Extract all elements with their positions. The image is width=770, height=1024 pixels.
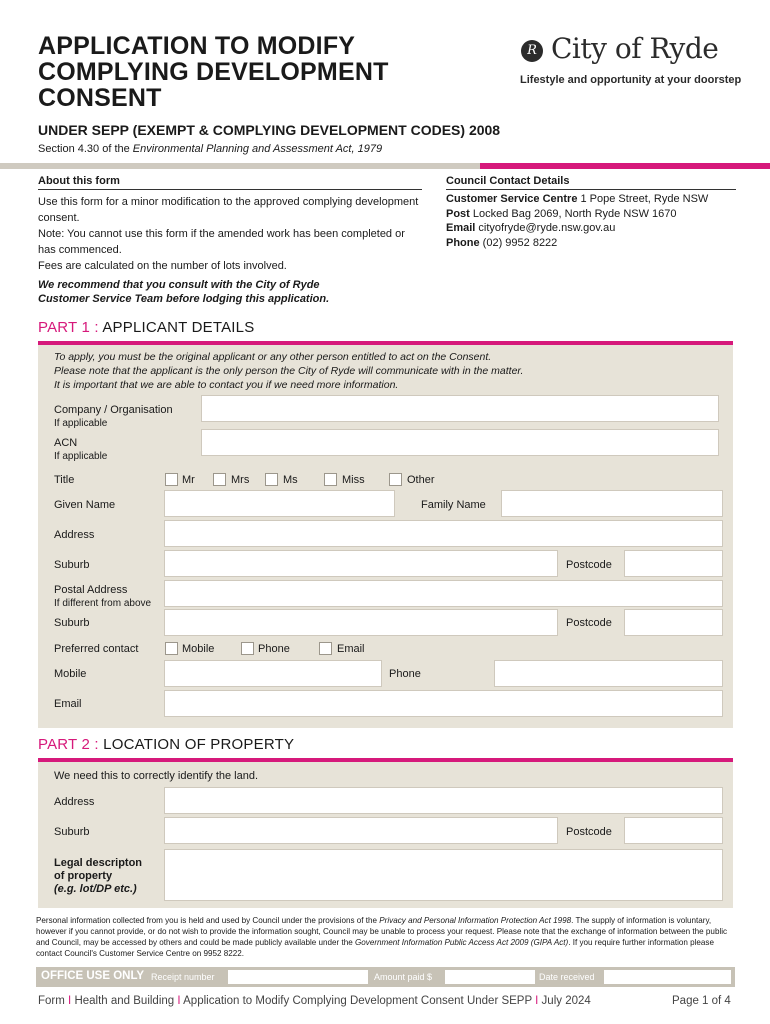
logo-mark-icon: R: [521, 40, 543, 62]
contact-rule: [446, 189, 736, 190]
about-text-1: Use this form for a minor modification to the approved complying development consent.: [38, 196, 419, 224]
title-mrs-checkbox[interactable]: [213, 473, 226, 486]
contact-csc: Customer Service Centre 1 Pope Street, Ryde NSW: [446, 193, 709, 205]
property-address-label: Address: [54, 796, 95, 808]
postal-address-field[interactable]: [164, 580, 723, 607]
postcode2-field[interactable]: [624, 609, 723, 636]
property-address-field[interactable]: [164, 787, 723, 814]
postcode-field[interactable]: [624, 550, 723, 577]
legal-description-label: Legal descripton of property (e.g. lot/DP etc.): [54, 857, 143, 895]
section-prefix: Section 4.30 of the: [38, 143, 133, 155]
part1-panel: [38, 345, 733, 728]
part2-panel: [38, 762, 733, 908]
title-label: Title: [54, 474, 75, 486]
part1-intro-1: To apply, you must be the original applicant or any other person entitled to act on the Consent.: [54, 351, 492, 363]
company-field[interactable]: [201, 395, 719, 422]
receipt-number-label: Receipt number: [151, 972, 215, 982]
part1-intro-2: Please note that the applicant is the only person the City of Ryde will communicate with in the matter.: [54, 365, 524, 377]
office-use-title: OFFICE USE ONLY: [41, 970, 145, 982]
family-name-label: Family Name: [421, 499, 486, 511]
title-miss-label: Miss: [342, 474, 365, 486]
phone-field[interactable]: [494, 660, 723, 687]
contact-phone: Phone (02) 9952 8222: [446, 236, 558, 249]
acn-field[interactable]: [201, 429, 719, 456]
title-other-checkbox[interactable]: [389, 473, 402, 486]
contact-details: [446, 192, 746, 250]
postcode-label: Postcode: [566, 559, 612, 571]
part2-intro: We need this to correctly identify the land.: [54, 770, 259, 782]
property-postcode-field[interactable]: [624, 817, 723, 844]
page-title: [38, 33, 478, 111]
given-name-field[interactable]: [164, 490, 395, 517]
title-mrs-label: Mrs: [231, 474, 250, 486]
title-mr-label: Mr: [182, 474, 195, 486]
privacy-statement: Personal information collected from you is held and used by Council under the provisions of the Privacy and Personal Information Protection Act 1998. The supply of information is voluntary, however if you cannot provide, or do not wish to provide the information sought, Council may be unable to process your request. Please note that the exchange of information between the public and Council, may be accessed by others and could be made publicly available under the Government Information Public Access Act 2009 (GIPA Act). If you require further information please contact Council's Customer Service Centre on 9952 8222.: [36, 916, 728, 958]
receipt-number-field[interactable]: [228, 970, 368, 984]
contact-heading: Council Contact Details: [446, 175, 570, 187]
suburb-label: Suburb: [54, 559, 90, 571]
date-received-label: Date received: [539, 972, 595, 982]
address-field[interactable]: [164, 520, 723, 547]
title-other-label: Other: [407, 474, 435, 486]
preferred-phone-label: Phone: [258, 643, 290, 655]
contact-email: Email cityofryde@ryde.nsw.gov.au: [446, 222, 616, 235]
title-miss-checkbox[interactable]: [324, 473, 337, 486]
header-divider-grey: [0, 163, 480, 169]
title-ms-label: Ms: [283, 474, 298, 486]
preferred-email-label: Email: [337, 643, 365, 655]
page-subtitle: UNDER SEPP (EXEMPT & COMPLYING DEVELOPMENT CODES) 2008: [38, 122, 501, 138]
phone-label: Phone: [389, 668, 421, 680]
about-rule: [38, 189, 422, 190]
header-divider: [0, 163, 770, 169]
part2-heading: PART 2 : LOCATION OF PROPERTY: [38, 736, 295, 753]
preferred-contact-label: Preferred contact: [54, 643, 139, 655]
logo-name: City of Ryde: [551, 32, 719, 65]
suburb-field[interactable]: [164, 550, 558, 577]
family-name-field[interactable]: [501, 490, 723, 517]
preferred-mobile-checkbox[interactable]: [165, 642, 178, 655]
property-suburb-field[interactable]: [164, 817, 558, 844]
contact-post: Post Locked Bag 2069, North Ryde NSW 1670: [446, 207, 677, 220]
acn-label: ACN If applicable: [54, 437, 108, 462]
title-mr-checkbox[interactable]: [165, 473, 178, 486]
footer-text: Form I Health and Building I Application to Modify Complying Development Consent Under SEPP I July 2024: [38, 995, 591, 1007]
date-received-field[interactable]: [604, 970, 731, 984]
postal-address-label: Postal Address If different from above: [54, 584, 152, 609]
amount-paid-label: Amount paid $: [374, 972, 433, 982]
recommend-note: We recommend that you consult with the City of Ryde Customer Service Team before lodging this application.: [38, 279, 330, 305]
email-label: Email: [54, 698, 82, 710]
suburb2-label: Suburb: [54, 617, 90, 629]
preferred-email-checkbox[interactable]: [319, 642, 332, 655]
title-line-3: CONSENT: [38, 84, 162, 112]
page-number: Page 1 of 4: [672, 995, 731, 1007]
about-text-3: Fees are calculated on the number of lots involved.: [38, 260, 287, 272]
mobile-field[interactable]: [164, 660, 382, 687]
postcode2-label: Postcode: [566, 617, 612, 629]
city-of-ryde-logo: [518, 32, 748, 92]
title-line-2: COMPLYING DEVELOPMENT: [38, 58, 389, 86]
email-field[interactable]: [164, 690, 723, 717]
about-text-2: Note: You cannot use this form if the amended work has been completed or has commenced.: [38, 228, 405, 256]
mobile-label: Mobile: [54, 668, 87, 680]
part1-intro: [54, 350, 523, 392]
office-use-bar: [36, 967, 735, 987]
company-label: Company / Organisation If applicable: [54, 404, 173, 429]
amount-paid-field[interactable]: [445, 970, 535, 984]
preferred-mobile-label: Mobile: [182, 643, 215, 655]
logo-tagline: Lifestyle and opportunity at your doorstep: [520, 74, 742, 86]
title-line-1: APPLICATION TO MODIFY: [38, 32, 356, 60]
about-heading: About this form: [38, 175, 120, 187]
preferred-phone-checkbox[interactable]: [241, 642, 254, 655]
title-ms-checkbox[interactable]: [265, 473, 278, 486]
given-name-label: Given Name: [54, 499, 116, 511]
property-suburb-label: Suburb: [54, 826, 90, 838]
section-act: Environmental Planning and Assessment Act, 1979: [132, 143, 383, 155]
part1-intro-3: It is important that we are able to contact you if we need more information.: [54, 379, 399, 391]
part1-heading: PART 1 : APPLICANT DETAILS: [38, 319, 255, 336]
about-body: [38, 195, 423, 276]
property-postcode-label: Postcode: [566, 826, 612, 838]
legal-description-field[interactable]: [164, 849, 723, 901]
section-reference: [38, 143, 382, 155]
address-label: Address: [54, 529, 95, 541]
suburb2-field[interactable]: [164, 609, 558, 636]
